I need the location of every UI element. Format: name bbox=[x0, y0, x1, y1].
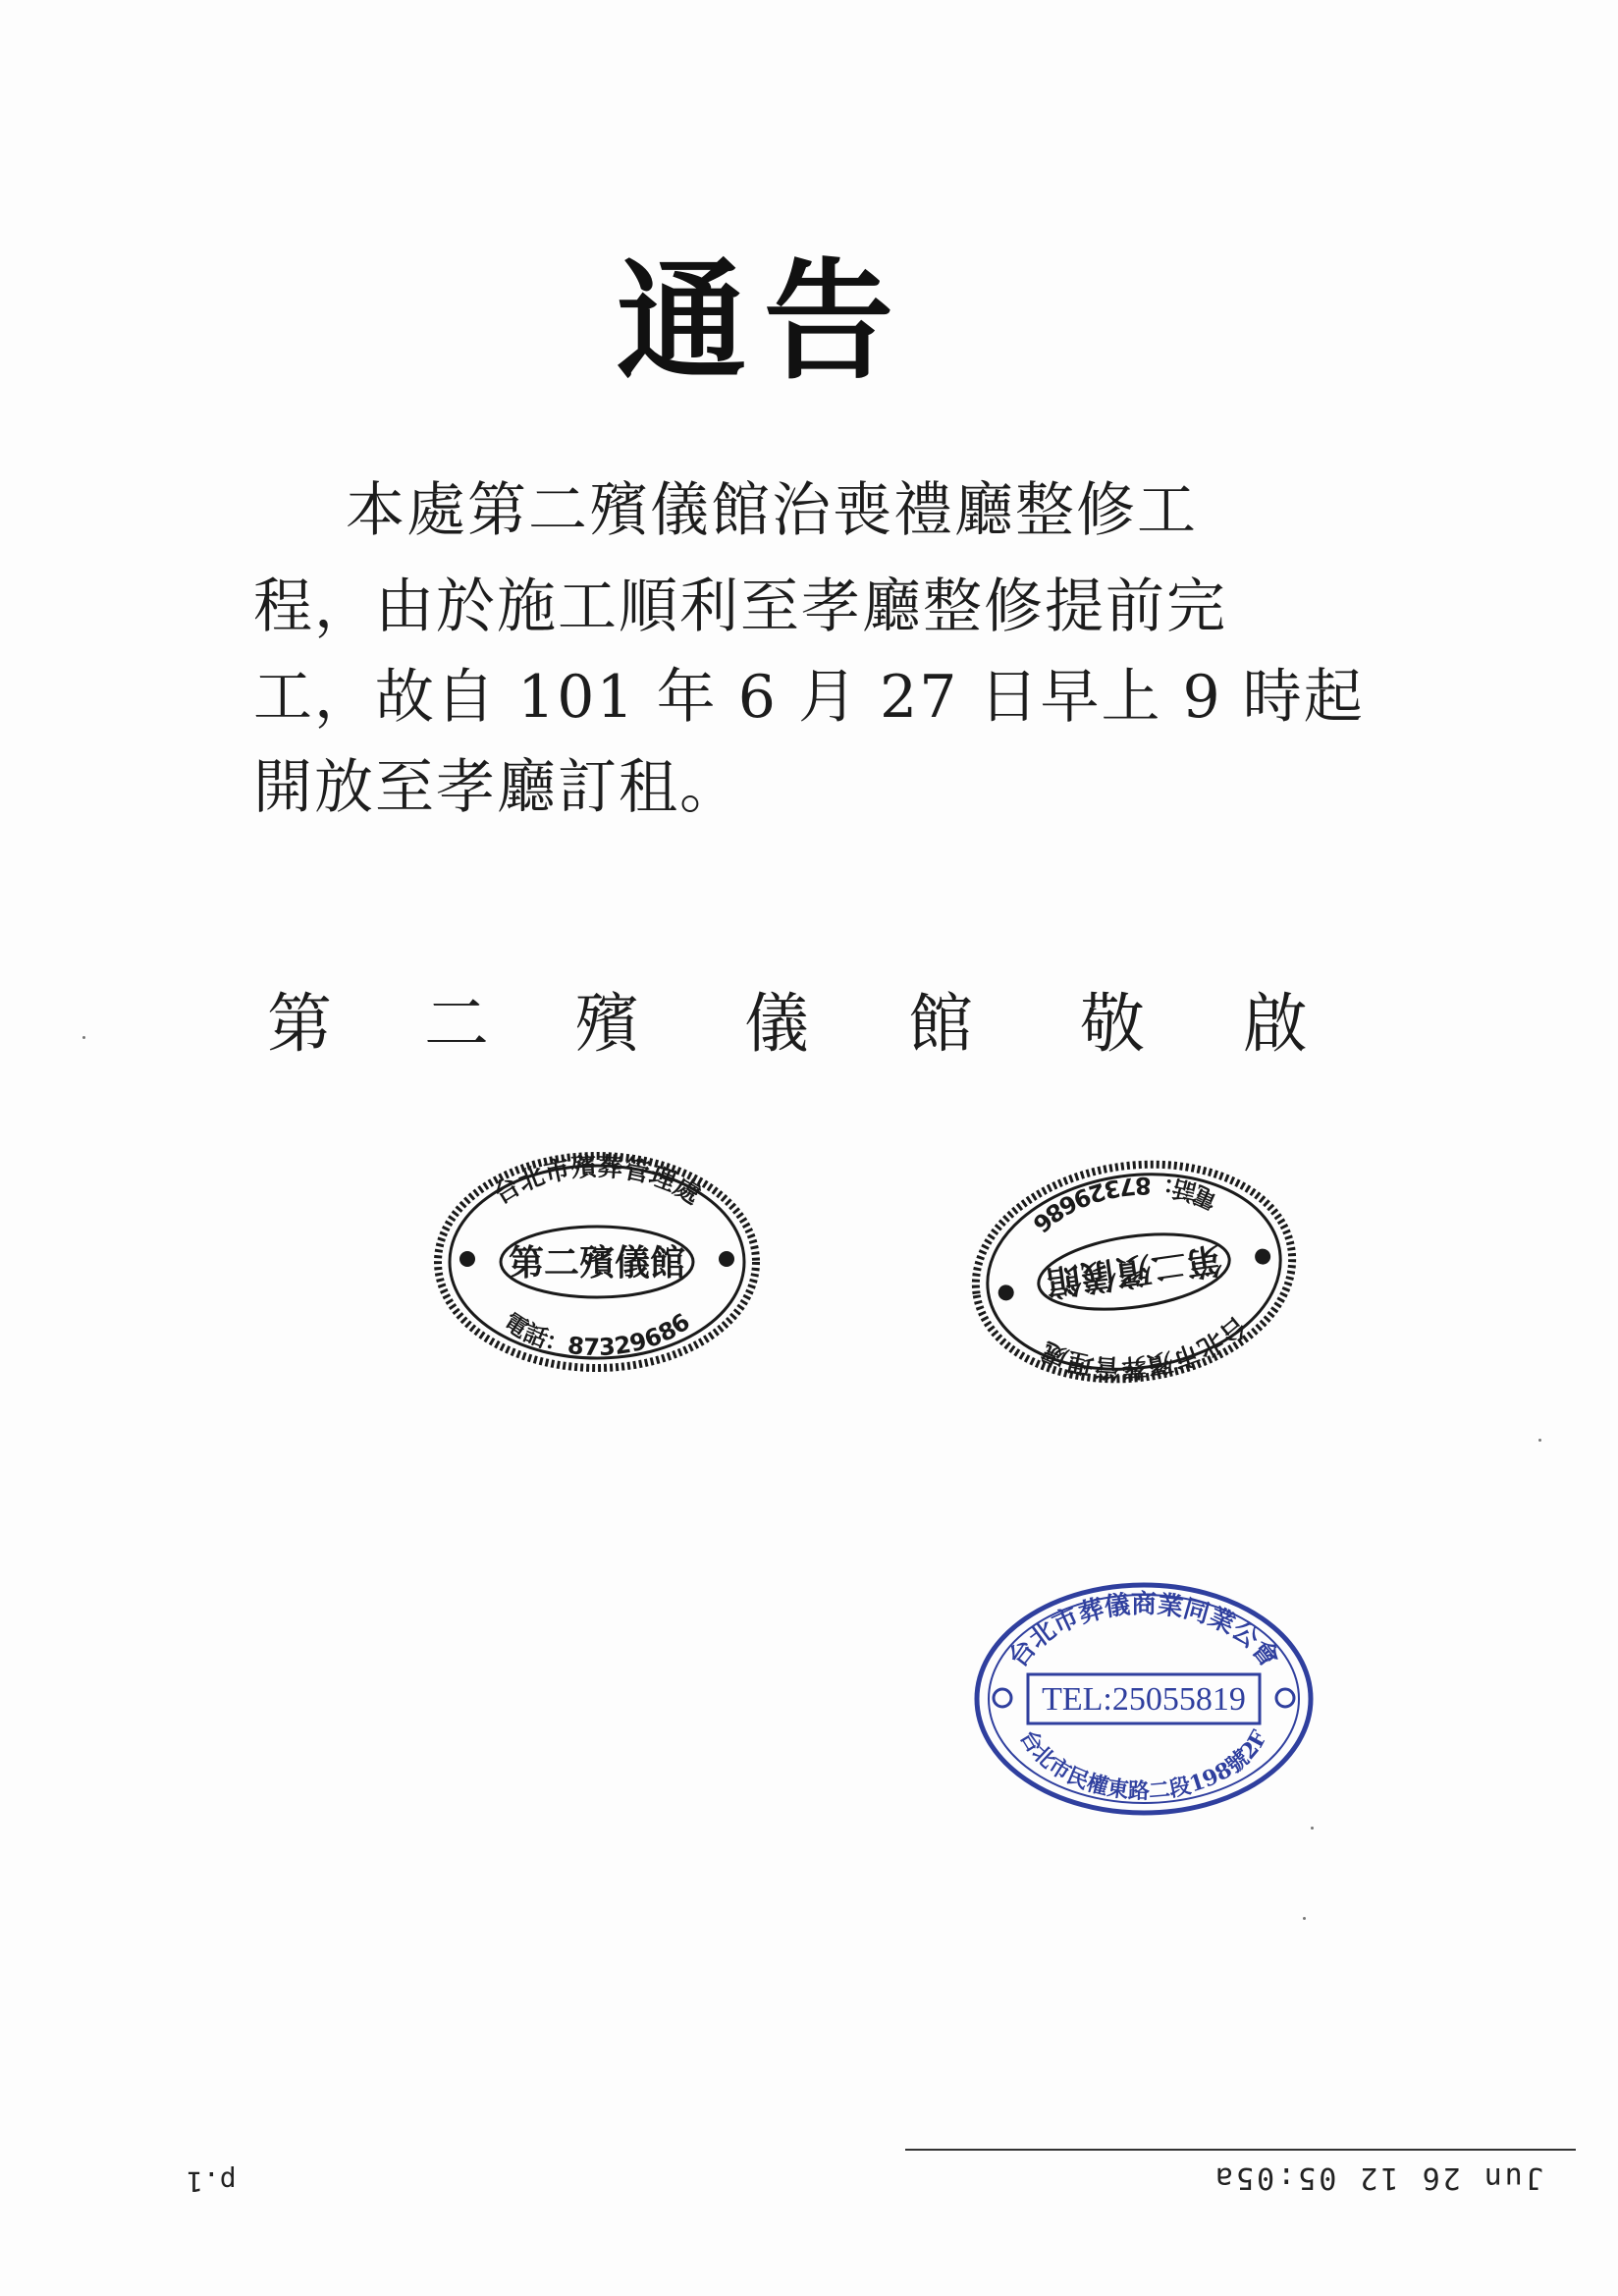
svg-text:台北市殯葬管理處 bbox=[1034, 1308, 1257, 1396]
body-line-1: 本處第二殯儀館治喪禮廳整修工 bbox=[346, 476, 1198, 545]
fax-timestamp: Jun 26 12 05:05a bbox=[1213, 2160, 1543, 2195]
seal-center-text: TEL:25055819 bbox=[1042, 1681, 1246, 1718]
fax-rule bbox=[905, 2149, 1576, 2151]
signature-char: 敬 bbox=[1080, 986, 1145, 1062]
seal-bottom-text: 電話：87329686 bbox=[499, 1307, 695, 1362]
seal-graphic bbox=[953, 1136, 1316, 1406]
page-number: p.1 bbox=[187, 2165, 237, 2198]
seal-graphic bbox=[430, 1149, 764, 1375]
body-line-2: 程，由於施工順利至孝廳整修提前完 bbox=[253, 573, 1227, 641]
seal-top-text: 台北市殯葬管理處 bbox=[488, 1152, 706, 1211]
scan-speck bbox=[82, 1036, 85, 1039]
seal-top-text: 台北市殯葬管理處 bbox=[1037, 1309, 1253, 1383]
signature-char: 殯 bbox=[574, 986, 639, 1062]
signature-char: 二 bbox=[424, 986, 489, 1062]
funeral-association-seal bbox=[967, 1576, 1321, 1826]
scan-speck bbox=[1538, 1439, 1541, 1442]
seal-bottom-text: 電話：87329686 bbox=[1027, 1171, 1222, 1238]
seal-center-text: 第二殯儀館 bbox=[1043, 1237, 1224, 1303]
svg-text:台北市殯葬管理處 bbox=[489, 1152, 706, 1211]
seal-center-text: 第二殯儀館 bbox=[508, 1243, 686, 1284]
signature-char: 第 bbox=[267, 986, 332, 1062]
notice-title: 通告 bbox=[617, 246, 911, 398]
seal-top-text: 台北市葬儀商業同業公會 bbox=[1002, 1590, 1285, 1673]
scan-speck bbox=[1303, 1917, 1306, 1920]
body-line-3: 工，故自 101 年 6 月 27 日早上 9 時起 bbox=[253, 663, 1365, 732]
signature-char: 館 bbox=[908, 986, 973, 1062]
svg-text:電話：87329686 bbox=[499, 1308, 695, 1361]
svg-text:電話：87329686 bbox=[1023, 1160, 1225, 1240]
funeral-office-seal bbox=[430, 1149, 764, 1379]
signature-char: 儀 bbox=[744, 986, 809, 1062]
body-line-4: 開放至孝廳訂租。 bbox=[253, 753, 740, 822]
signature-char: 啟 bbox=[1243, 986, 1308, 1062]
funeral-office-seal-inverted bbox=[967, 1159, 1301, 1389]
seal-graphic bbox=[967, 1576, 1321, 1822]
svg-text:台北市葬儀商業同業公會 bbox=[1003, 1589, 1285, 1673]
scan-speck bbox=[1311, 1827, 1314, 1830]
seal-bottom-text: 台北市民權東路二段198號2F bbox=[1014, 1725, 1273, 1805]
